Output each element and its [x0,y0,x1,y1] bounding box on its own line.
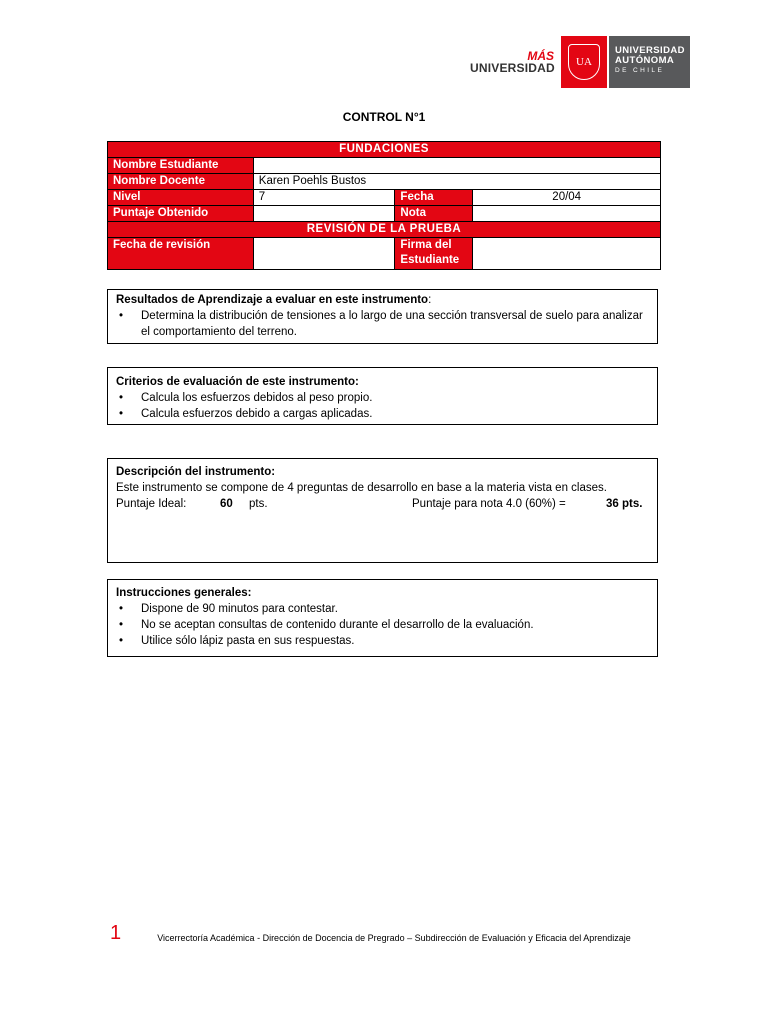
criteria-heading: Criterios de evaluación de este instrumento: [116,376,359,388]
learning-outcomes-heading-line [116,292,649,308]
logo-name-line3: DE CHILE [615,67,665,74]
review-date-field[interactable] [253,238,395,270]
page-title: CONTROL N°1 [342,110,426,124]
evaluation-criteria-box [107,367,658,425]
pass-score-label: Puntaje para nota 4.0 (60%) = [412,498,566,510]
instructions-heading: Instrucciones generales: [116,587,252,599]
grade-label: Nota [395,206,473,222]
level-value: 7 [253,190,395,206]
score-field[interactable] [253,206,395,222]
learning-outcome-item: • Determina la distribución de tensiones a lo largo de una sección transversal de suelo para analizar el comportamiento del terreno. [116,308,649,340]
review-date-label: Fecha de revisión [108,238,254,270]
level-label: Nivel [108,190,254,206]
signature-field[interactable] [473,238,661,270]
score-label: Puntaje Obtenido [108,206,254,222]
logo-universidad-text: UNIVERSIDAD [470,61,555,75]
logo-name-line1: UNIVERSIDAD [615,45,685,56]
date-label: Fecha [395,190,473,206]
review-header: REVISIÓN DE LA PRUEBA [108,222,661,238]
score-line [116,496,649,512]
instrument-description-box [107,458,658,563]
logo-mas-text: MÁS [527,49,554,63]
ideal-score-label: Puntaje Ideal: [116,498,187,510]
teacher-name-value: Karen Poehls Bustos [253,174,660,190]
logo-name-line2: AUTÓNOMA [615,55,675,66]
criteria-item: • Calcula los esfuerzos debidos al peso propio. [116,390,649,406]
logo-name-block [609,36,690,88]
seal-initials: UA [568,44,600,80]
ideal-score-value: 60 [220,498,233,510]
course-header: FUNDACIONES [108,142,661,158]
learning-outcomes-heading: Resultados de Aprendizaje a evaluar en este instrumento [116,294,429,306]
grade-field[interactable] [473,206,661,222]
student-name-field[interactable] [253,158,660,174]
ideal-score-unit: pts. [249,498,268,510]
description-text: Este instrumento se compone de 4 preguntas de desarrollo en base a la materia vista en clases. [116,482,607,494]
signature-label: Firma del Estudiante [395,238,473,270]
learning-outcomes-colon: : [428,294,432,306]
footer-text: Vicerrectoría Académica - Dirección de Docencia de Pregrado – Subdirección de Evaluación y Eficacia del Aprendizaje [157,933,631,943]
exam-info-table [107,141,661,270]
description-heading: Descripción del instrumento: [116,466,276,478]
university-logo [470,36,690,88]
instruction-item: • Dispone de 90 minutos para contestar. [116,601,649,617]
criteria-item: • Calcula esfuerzos debido a cargas aplicadas. [116,406,649,422]
instruction-item: • No se aceptan consultas de contenido durante el desarrollo de la evaluación. [116,617,649,633]
learning-outcomes-box [107,289,658,344]
date-value: 20/04 [473,190,661,206]
page-number: 1 [110,922,122,944]
teacher-name-label: Nombre Docente [108,174,254,190]
pass-score-value: 36 pts. [606,498,643,510]
instruction-item: • Utilice sólo lápiz pasta en sus respuestas. [116,633,649,649]
university-seal-icon [561,36,607,88]
student-name-label: Nombre Estudiante [108,158,254,174]
general-instructions-box [107,579,658,657]
